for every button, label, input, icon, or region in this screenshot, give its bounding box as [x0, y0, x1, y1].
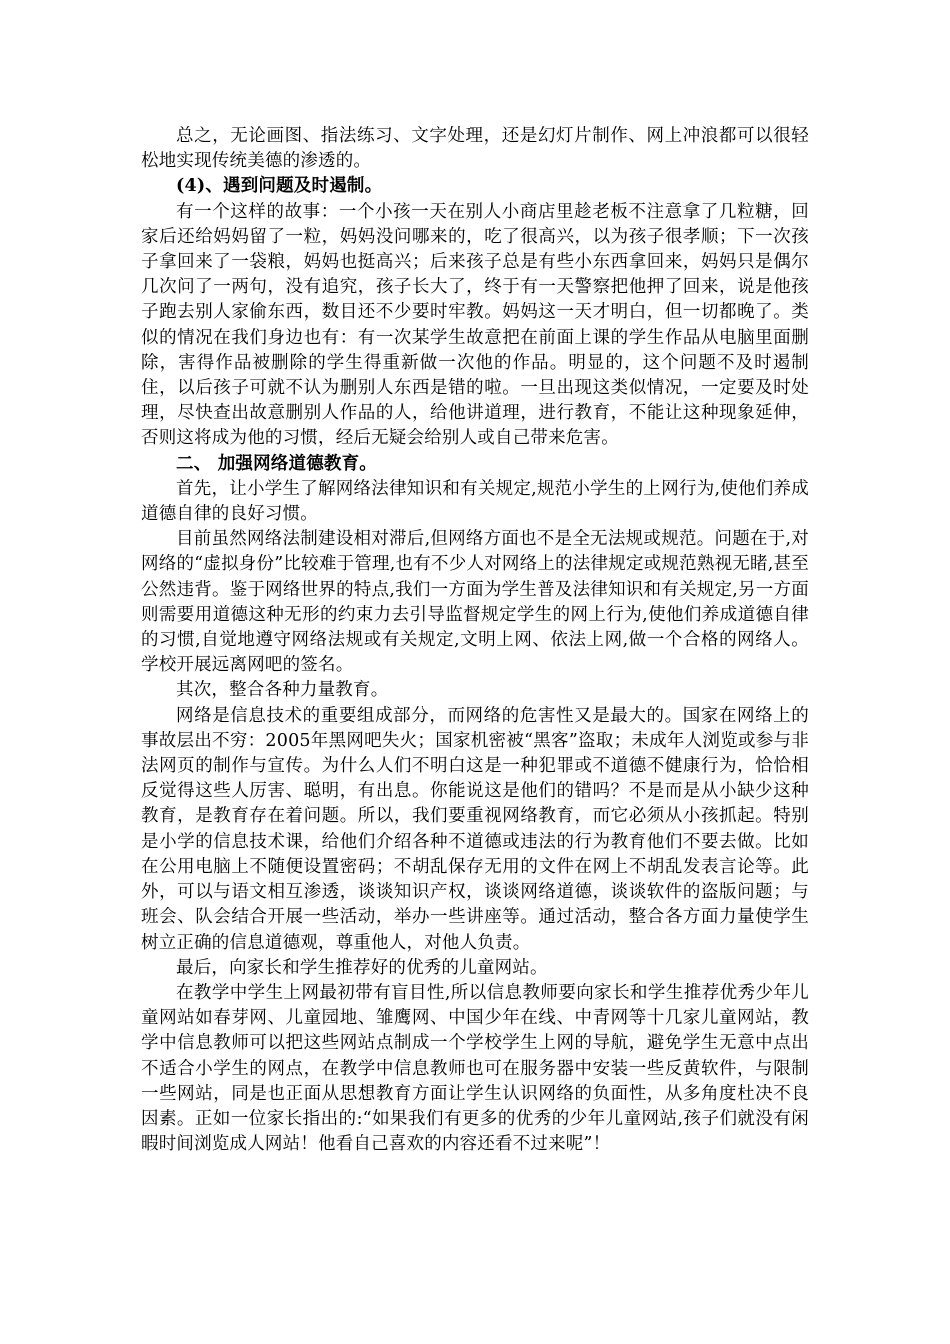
paragraph-second: 其次，整合各种力量教育。	[176, 680, 389, 701]
paragraph-story: 有一个这样的故事：一个小孩一天在别人小商店里趁老板不注意拿了几粒糖，回家后还给妈妈留了一粒，妈妈没问哪来的，吃了很高兴，以为孩子很孝顺；下一次孩子拿回来了一袋粮，妈妈也挺高兴；后来孩子总是有些小东西拿回来，妈妈只是偶尔几次问了一两句，没有追究，孩子长大了，终于有一天警察把他押了回来，说是他孩子跑去别人家偷东西，数目还不少要时牢教。妈妈这一天才明白，但一切都晚了。类似的情况在我们身边也有：有一次某学生故意把在前面上课的学生作品从电脑里面删除，害得作品被删除的学生得重新做一次他的作品。明显的，这个问题不及时遏制住，以后孩子可就不认为删别人东西是错的啦。一旦出现这类似情况，一定要及时处理，尽快查出故意删别人作品的人，给他讲道理，进行教育，不能让这种现象延伸，否则这将成为他的习惯，经后无疑会给别人或自己带来危害。	[141, 201, 809, 449]
section-heading-4: (4)、遇到问题及时遏制。	[176, 176, 383, 197]
paragraph-websites: 在教学中学生上网最初带有盲目性,所以信息教师要向家长和学生推荐优秀少年儿童网站如春芽网、儿童园地、雏鹰网、中国少年在线、中青网等十几家儿童网站，教学中信息教师可以把这些网站点制成一个学校学生上网的导航，避免学生无意中点出不适合小学生的网点，在教学中信息教师也可在服务器中安装一些反黄软件，与限制一些网站，同是也正面从思想教育方面让学生认识网络的负面性，从多角度杜决不良因素。正如一位家长指出的:“如果我们有更多的优秀的少年儿童网站,孩子们就没有闲暇时间浏览成人网站！他看自己喜欢的内容还看不过来呢”！	[141, 982, 809, 1155]
section-heading-2: 二、 加强网络道德教育。	[176, 453, 377, 474]
paragraph-law: 目前虽然网络法制建设相对滞后,但网络方面也不是全无法规或规范。问题在于,对网络的“虚拟身份”比较难于管理,也有不少人对网络上的法律规定或规范熟视无睹,甚至公然违背。鉴于网络世界的特点,我们一方面为学生普及法律知识和有关规定,另一方面则需要用道德这种无形的约束力去引导监督规定学生的网上行为,使他们养成道德自律的习惯,自觉地遵守网络法规或有关规定,文明上网、依法上网,做一个合格的网络人。学校开展远离网吧的签名。	[141, 529, 809, 676]
document-body	[141, 124, 809, 1157]
paragraph-last: 最后，向家长和学生推荐好的优秀的儿童网站。	[176, 957, 548, 978]
paragraph-first: 首先，让小学生了解网络法律知识和有关规定,规范小学生的上网行为,使他们养成道德自律的良好习惯。	[141, 478, 809, 525]
paragraph-summary: 总之，无论画图、指法练习、文字处理，还是幻灯片制作、网上冲浪都可以很轻松地实现传统美德的渗透的。	[141, 126, 809, 172]
paragraph-network: 网络是信息技术的重要组成部分，而网络的危害性又是最大的。国家在网络上的事故层出不穷：2005年黑网吧失火；国家机密被“黑客”盗取；未成年人浏览或参与非法网页的制作与宣传。为什么人们不明白这是一种犯罪或不道德不健康行为，恰恰相反觉得这些人厉害、聪明，有出息。你能说这是他们的错吗？不是而是从小缺少这种教育，是教育存在着问题。所以，我们要重视网络教育，而它必须从小孩抓起。特别是小学的信息技术课，给他们介绍各种不道德或违法的行为教育他们不要去做。比如在公用电脑上不随便设置密码；不胡乱保存无用的文件在网上不胡乱发表言论等。此外，可以与语文相互渗透，谈谈知识产权，谈谈网络道德，谈谈软件的盗版问题；与班会、队会结合开展一些活动，举办一些讲座等。通过活动，整合各方面力量使学生树立正确的信息道德观，尊重他人，对他人负责。	[141, 705, 809, 953]
